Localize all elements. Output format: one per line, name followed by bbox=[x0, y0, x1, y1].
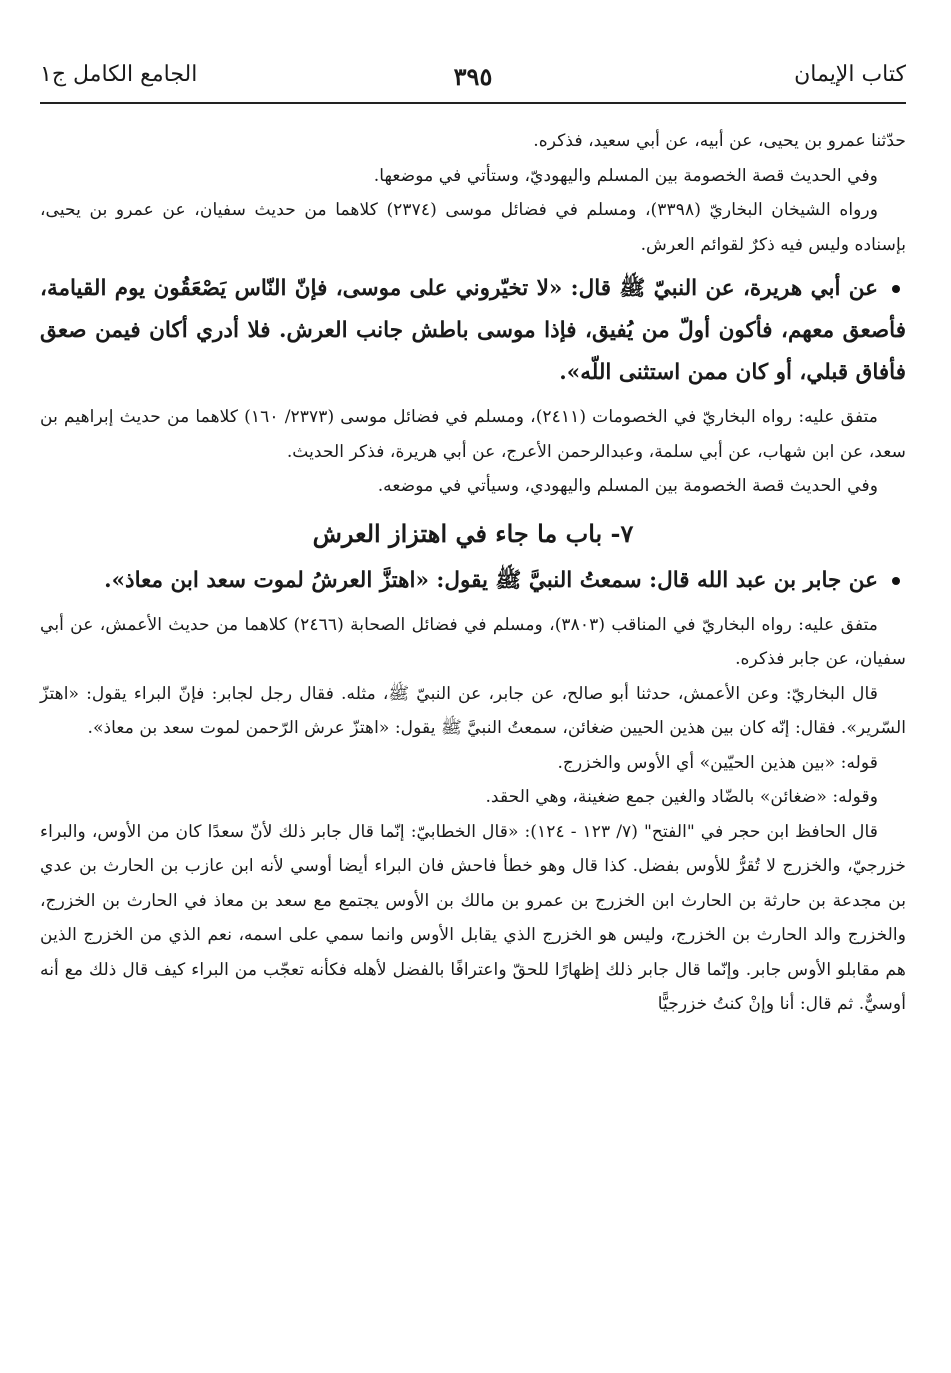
bullet-icon bbox=[892, 285, 900, 293]
page-number: ٣٩٥ bbox=[453, 62, 493, 91]
hadith-text bbox=[40, 268, 906, 394]
running-head-title: الجامع الكامل ج١ bbox=[40, 62, 198, 87]
page-header bbox=[40, 58, 906, 102]
page-body bbox=[40, 124, 906, 1022]
paragraph-commentary: قوله: «بين هذين الحيّين» أي الأوس والخزرج. bbox=[557, 752, 878, 773]
paragraph-isnad: حدّثنا عمرو بن يحيى، عن أبيه، عن أبي سعيد، فذكره. bbox=[533, 131, 906, 151]
paragraph-takhrij: متفق عليه: رواه البخاريّ في المناقب (٣٨٠٣)، ومسلم في فضائل الصحابة (٢٤٦٦) كلاهما من حديث الأعمش، عن أبي سفيان، عن جابر فذكره. bbox=[40, 614, 906, 669]
paragraph-commentary: قال الحافظ ابن حجر في "الفتح" (٧/ ١٢٣ - ١٢٤): «قال الخطابيّ: إنّما قال جابر ذلك لأنّ سعدًا كان من الأوس، والبراء خزرجيّ، والخزرج لا تُقرُّ للأوس بفضل. كذا قال وهو خطأ فاحش فان البراء أيضا أوسي لأنه ابن عازب بن الحارث بن عدي بن مجدعة بن حارثة بن الحارث ابن الخزرج بن عمرو بن مالك بن الأوس يجتمع مع سعد بن معاذ في الحارث بن الخزرج، والخزرج والد الحارث بن الخزرج، وليس هو الخزرج الذي يقابل الأوس وانما سمي على اسمه، نعم الذي من الخزرج الذين هم مقابلو الأوس جابر. وإنّما قال جابر ذلك إظهارًا للحقّ واعترافًا بالفضل لأهله فكأنه تعجّب من البراء كيف قال ذلك مع أنه أوسيٌّ. ثم قال: أنا وإنْ كنتُ خزرجيًّا bbox=[40, 821, 906, 1014]
bullet-icon bbox=[892, 577, 900, 585]
paragraph-takhrij: متفق عليه: رواه البخاريّ في الخصومات (٢٤١١)، ومسلم في فضائل موسى (٢٣٧٣/ ١٦٠) كلاهما من حديث إبراهيم بن سعد، عن ابن شهاب، عن أبي سلمة، وعبدالرحمن الأعرج، عن أبي هريرة، فذكر الحديث. bbox=[40, 407, 906, 462]
paragraph-note: وفي الحديث قصة الخصومة بين المسلم واليهودي، وسيأتي في موضعه. bbox=[377, 476, 878, 496]
paragraph-commentary: قال البخاريّ: وعن الأعمش، حدثنا أبو صالح، عن جابر، عن النبيّ ﷺ، مثله. فقال رجل لجابر: فإنّ البراء يقول: «اهتزّ السّرير». فقال: إنّه كان بين هذين الحيين ضغائن، سمعتُ النبيَّ ﷺ يقول: «اهتزّ عرش الرّحمن لموت سعد بن معاذ». bbox=[40, 683, 906, 738]
running-head-section: كتاب الإيمان bbox=[794, 62, 906, 87]
chapter-heading: ٧- باب ما جاء في اهتزاز العرش bbox=[312, 518, 634, 548]
paragraph-takhrij: ورواه الشيخان البخاريّ (٣٣٩٨)، ومسلم في فضائل موسى (٢٣٧٤) كلاهما من حديث سفيان، عن عمرو بن يحيى، بإسناده وليس فيه ذكرٌ لقوائم العرش. bbox=[40, 200, 906, 255]
header-rule bbox=[40, 102, 906, 104]
hadith-2-text: عن جابر بن عبد الله قال: سمعتُ النبيَّ ﷺ يقول: «اهتزَّ العرشُ لموت سعد ابن معاذ». bbox=[104, 567, 878, 593]
paragraph-note: وفي الحديث قصة الخصومة بين المسلم واليهوديّ، وستأتي في موضعها. bbox=[373, 165, 878, 186]
hadith-1-text: عن أبي هريرة، عن النبيّ ﷺ قال: «لا تخيّروني على موسى، فإنّ النّاس يَصْعَقُون يوم القيامة، فأصعق معهم، فأكون أولّ من يُفيق، فإذا موسى باطش جانب العرش. فلا أدري أكان فيمن صعق فأفاق قبلي، أو كان ممن استثنى اللّه». bbox=[40, 276, 906, 385]
hadith-text bbox=[40, 560, 906, 602]
paragraph-commentary: وقوله: «ضغائن» بالضّاد والغين جمع ضغينة، وهي الحقد. bbox=[485, 787, 878, 807]
